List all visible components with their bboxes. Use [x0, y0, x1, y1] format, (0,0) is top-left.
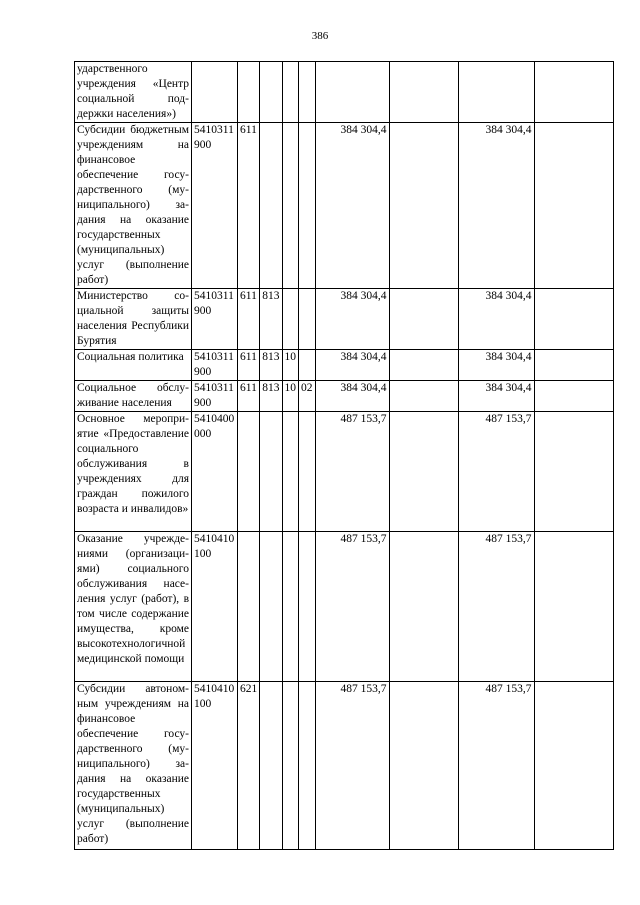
cell-ministry-code	[260, 532, 282, 682]
cell-name: Министерство социальной защиты населения Республики Бурятия	[75, 289, 192, 350]
cell-total: 384 304,4	[315, 123, 389, 289]
cell-section	[282, 412, 299, 532]
cell-target-article: 5410311900	[192, 289, 238, 350]
cell-federal	[389, 289, 458, 350]
cell-ministry-code	[260, 412, 282, 532]
cell-target-article: 5410400000	[192, 412, 238, 532]
cell-section	[282, 682, 299, 850]
cell-expense-type: 611	[238, 350, 260, 381]
cell-section: 10	[282, 381, 299, 412]
cell-other	[534, 532, 613, 682]
cell-name: Основное мероприятие «Предоставление социального обслуживания в учреждениях для граждан пожилого возраста и инвалидов»	[75, 412, 192, 532]
cell-section	[282, 532, 299, 682]
cell-ministry-code	[260, 682, 282, 850]
cell-subsection	[299, 289, 316, 350]
table-row	[75, 381, 614, 412]
cell-other	[534, 381, 613, 412]
cell-republic: 384 304,4	[458, 350, 534, 381]
cell-federal	[389, 381, 458, 412]
cell-republic: 384 304,4	[458, 289, 534, 350]
cell-target-article: 5410410100	[192, 532, 238, 682]
cell-federal	[389, 412, 458, 532]
cell-total	[315, 62, 389, 123]
cell-total: 384 304,4	[315, 289, 389, 350]
cell-name: Социальное обслуживание населения	[75, 381, 192, 412]
page-number: 386	[311, 30, 329, 42]
cell-ministry-code: 813	[260, 350, 282, 381]
cell-subsection	[299, 123, 316, 289]
cell-republic: 384 304,4	[458, 123, 534, 289]
table-row	[75, 682, 614, 850]
cell-subsection: 02	[299, 381, 316, 412]
cell-total: 487 153,7	[315, 532, 389, 682]
cell-republic	[458, 62, 534, 123]
cell-target-article: 5410410100	[192, 682, 238, 850]
cell-subsection	[299, 350, 316, 381]
cell-ministry-code: 813	[260, 289, 282, 350]
table-row	[75, 289, 614, 350]
cell-expense-type	[238, 532, 260, 682]
budget-table	[74, 61, 614, 850]
cell-federal	[389, 532, 458, 682]
cell-total: 487 153,7	[315, 682, 389, 850]
cell-republic: 487 153,7	[458, 412, 534, 532]
cell-expense-type: 611	[238, 123, 260, 289]
cell-republic: 487 153,7	[458, 532, 534, 682]
cell-republic: 384 304,4	[458, 381, 534, 412]
cell-expense-type	[238, 412, 260, 532]
table-row	[75, 350, 614, 381]
cell-target-article: 5410311900	[192, 381, 238, 412]
cell-section: 10	[282, 350, 299, 381]
cell-subsection	[299, 532, 316, 682]
cell-other	[534, 123, 613, 289]
cell-total: 384 304,4	[315, 350, 389, 381]
cell-other	[534, 62, 613, 123]
cell-name: Субсидии автономным учреждениям на финансовое обеспечение государственного (муниципального) задания на оказание государственных (муниципальных) услуг (выполнение работ)	[75, 682, 192, 850]
cell-subsection	[299, 682, 316, 850]
cell-republic: 487 153,7	[458, 682, 534, 850]
cell-expense-type: 621	[238, 682, 260, 850]
cell-name: Субсидии бюджетным учреждениям на финансовое обеспечение государственного (муниципального) задания на оказание государственных (муниципальных) услуг (выполнение работ)	[75, 123, 192, 289]
cell-other	[534, 412, 613, 532]
cell-subsection	[299, 62, 316, 123]
cell-target-article: 5410311900	[192, 350, 238, 381]
cell-name: ударственного учреждения «Центр социальной поддержки населения»)	[75, 62, 192, 123]
cell-other	[534, 350, 613, 381]
cell-ministry-code: 813	[260, 381, 282, 412]
cell-federal	[389, 62, 458, 123]
cell-other	[534, 289, 613, 350]
table-row	[75, 532, 614, 682]
cell-federal	[389, 682, 458, 850]
cell-name: Социальная политика	[75, 350, 192, 381]
cell-expense-type: 611	[238, 381, 260, 412]
cell-section	[282, 123, 299, 289]
cell-target-article: 5410311900	[192, 123, 238, 289]
cell-expense-type	[238, 62, 260, 123]
cell-section	[282, 62, 299, 123]
table-row	[75, 123, 614, 289]
table-row	[75, 62, 614, 123]
cell-section	[282, 289, 299, 350]
cell-total: 487 153,7	[315, 412, 389, 532]
cell-ministry-code	[260, 123, 282, 289]
cell-ministry-code	[260, 62, 282, 123]
table-row	[75, 412, 614, 532]
cell-target-article	[192, 62, 238, 123]
cell-name: Оказание учреждениями (организациями) социального обслуживания населения услуг (работ), в том числе содержание имущества, кроме высокотехнологичной медицинской помощи	[75, 532, 192, 682]
cell-total: 384 304,4	[315, 381, 389, 412]
cell-subsection	[299, 412, 316, 532]
cell-federal	[389, 350, 458, 381]
cell-federal	[389, 123, 458, 289]
cell-other	[534, 682, 613, 850]
cell-expense-type: 611	[238, 289, 260, 350]
